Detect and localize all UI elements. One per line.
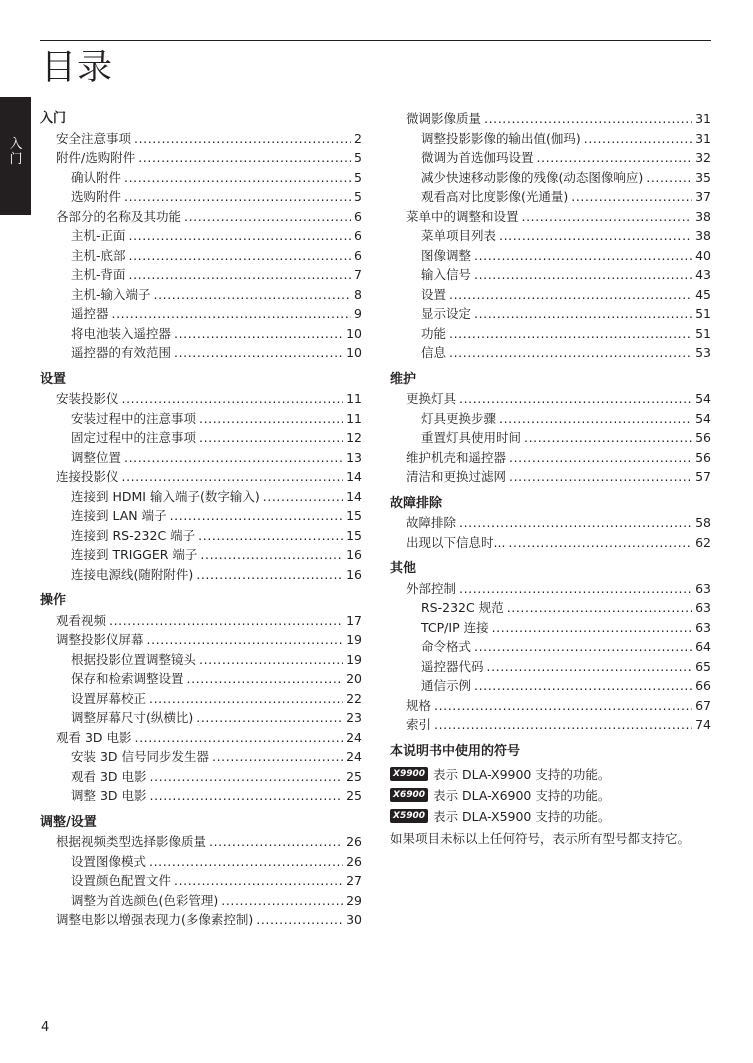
dot-leader <box>129 226 352 246</box>
toc-entry[interactable] <box>390 265 711 285</box>
toc-section <box>40 813 362 930</box>
legend-item-text: 表示 DLA-X9900 支持的功能。 <box>433 766 611 782</box>
toc-entry-page: 53 <box>695 345 711 360</box>
dot-leader <box>509 467 692 487</box>
dot-leader <box>187 669 344 689</box>
toc-entry-label: 连接到 LAN 端子 <box>71 508 167 523</box>
legend-item <box>390 764 711 785</box>
toc-entry[interactable] <box>390 389 711 409</box>
toc-entry-page: 43 <box>695 267 711 282</box>
toc-entry-page: 25 <box>346 768 362 784</box>
toc-entry-page: 37 <box>695 189 711 204</box>
dot-leader <box>474 637 692 657</box>
toc-entry[interactable] <box>40 207 362 227</box>
toc-entry-page: 32 <box>695 150 711 165</box>
top-rule <box>40 40 711 41</box>
toc-entry[interactable] <box>390 148 711 168</box>
toc-entry[interactable] <box>390 715 711 735</box>
dot-leader <box>170 506 343 526</box>
toc-entry-page: 30 <box>346 912 362 927</box>
dot-leader <box>124 168 351 188</box>
toc-entry-page: 56 <box>695 430 711 445</box>
toc-entry-page: 5 <box>354 169 362 185</box>
toc-entry[interactable] <box>390 409 711 429</box>
toc-entry[interactable] <box>390 467 711 487</box>
toc-section <box>390 109 711 363</box>
legend-title: 本说明书中使用的符号 <box>390 743 521 759</box>
toc-section <box>390 370 711 487</box>
toc-entry[interactable] <box>40 767 362 787</box>
dot-leader <box>124 187 351 207</box>
toc-entry-label: 将电池装入遥控器 <box>71 325 172 341</box>
model-badge: X6900 <box>390 788 428 802</box>
toc-entry[interactable] <box>40 630 362 650</box>
toc-entry-label: 索引 <box>406 717 432 732</box>
toc-entry[interactable] <box>40 747 362 767</box>
toc-entry-page: 31 <box>695 130 711 146</box>
toc-entry[interactable] <box>40 506 362 526</box>
toc-entry[interactable] <box>40 565 362 585</box>
toc-entry-page: 11 <box>346 410 362 426</box>
toc-entry-label: 各部分的名称及其功能 <box>56 208 182 224</box>
toc-entry[interactable] <box>390 168 711 188</box>
dot-leader <box>484 109 692 129</box>
toc-entry-label: 调整为首选颜色(色彩管理) <box>71 892 219 908</box>
toc-entry[interactable] <box>40 545 362 565</box>
toc-entry-label: 观看 3D 电影 <box>56 729 132 745</box>
toc-entry-label: 设置图像模式 <box>71 853 147 869</box>
toc-entry-page: 27 <box>346 873 362 888</box>
legend-item-text: 表示 DLA-X5900 支持的功能。 <box>433 808 611 824</box>
toc-entry[interactable] <box>40 871 362 891</box>
toc-entry-page: 22 <box>346 690 362 706</box>
legend-item <box>390 785 711 806</box>
model-badge: X5900 <box>390 809 428 823</box>
toc-entry[interactable] <box>390 637 711 657</box>
toc-entry-label: 固定过程中的注意事项 <box>71 430 197 445</box>
section-title: 操作 <box>40 593 67 608</box>
dot-leader <box>474 676 692 696</box>
dot-leader <box>434 715 692 735</box>
dot-leader <box>459 579 692 599</box>
toc-entry[interactable] <box>40 728 362 748</box>
toc-entry-label: TCP/IP 连接 <box>421 619 489 635</box>
toc-entry[interactable] <box>390 246 711 266</box>
dot-leader <box>434 696 692 716</box>
toc-entry-page: 10 <box>346 325 362 341</box>
toc-entry-page: 31 <box>695 111 711 126</box>
dot-leader <box>122 389 344 409</box>
dot-leader <box>196 708 343 728</box>
dot-leader <box>174 324 343 344</box>
toc-entry[interactable] <box>40 852 362 872</box>
toc-entry[interactable] <box>390 448 711 468</box>
toc-entry[interactable] <box>390 109 711 129</box>
toc-entry-label: 保存和检索调整设置 <box>71 671 184 686</box>
toc-entry[interactable] <box>40 246 362 266</box>
toc-section <box>390 494 711 553</box>
toc-entry-label: 连接投影仪 <box>56 469 119 484</box>
toc-entry-label: 减少快速移动影像的残像(动态图像响应) <box>421 169 644 185</box>
dot-leader <box>174 871 343 891</box>
toc-entry-page: 14 <box>346 469 362 484</box>
dot-leader <box>474 304 692 324</box>
model-badge: X9900 <box>390 767 428 781</box>
legend-item <box>390 806 711 827</box>
dot-leader <box>256 910 343 930</box>
toc-entry[interactable] <box>390 598 711 618</box>
toc-entry-page: 56 <box>695 449 711 465</box>
toc-entry-page: 5 <box>354 150 362 165</box>
toc-entry-page: 38 <box>695 228 711 243</box>
toc-entry-label: 安全注意事项 <box>56 130 132 146</box>
toc-entry-page: 6 <box>354 208 362 224</box>
dot-leader <box>459 513 692 533</box>
toc-entry-label: 遥控器代码 <box>421 658 484 674</box>
dot-leader <box>154 285 352 305</box>
toc-entry-label: 设置屏幕校正 <box>71 690 147 706</box>
toc-entry[interactable] <box>390 187 711 207</box>
toc-entry[interactable] <box>390 579 711 599</box>
toc-entry[interactable] <box>40 708 362 728</box>
toc-entry-page: 63 <box>695 600 711 615</box>
toc-entry-label: 调整投影影像的输出值(伽玛) <box>421 130 581 146</box>
toc-entry[interactable] <box>40 650 362 670</box>
toc-entry-label: 连接电源线(随附附件) <box>71 566 194 582</box>
dot-leader <box>212 747 343 767</box>
toc-entry-page: 58 <box>695 515 711 530</box>
toc-entry-label: 主机-正面 <box>71 228 126 243</box>
toc-entry-label: 通信示例 <box>421 678 472 693</box>
toc-entry-label: 主机-底部 <box>71 247 126 263</box>
toc-entry-page: 62 <box>695 534 711 550</box>
dot-leader <box>124 448 343 468</box>
toc-entry-page: 29 <box>346 892 362 908</box>
toc-entry-label: 遥控器的有效范围 <box>71 345 172 360</box>
toc-entry-page: 24 <box>346 749 362 764</box>
toc-entry-label: 安装 3D 信号同步发生器 <box>71 749 210 764</box>
dot-leader <box>174 343 343 363</box>
dot-leader <box>474 246 692 266</box>
toc-entry-label: 出现以下信息时... <box>406 534 506 550</box>
toc-entry-page: 2 <box>354 130 362 146</box>
toc-entry-label: 观看高对比度影像(光通量) <box>421 189 569 204</box>
toc-entry[interactable] <box>390 129 711 149</box>
toc-entry-page: 51 <box>695 306 711 321</box>
dot-leader <box>150 767 344 787</box>
toc-entry[interactable] <box>40 187 362 207</box>
dot-leader <box>509 448 692 468</box>
toc-entry-page: 16 <box>346 547 362 562</box>
toc-entry-label: 图像调整 <box>421 247 472 263</box>
dot-leader <box>522 207 693 227</box>
dot-leader <box>474 265 692 285</box>
dot-leader <box>499 226 692 246</box>
dot-leader <box>449 343 692 363</box>
dot-leader <box>112 304 352 324</box>
section-title: 设置 <box>40 371 67 387</box>
toc-entry[interactable] <box>40 409 362 429</box>
toc-entry[interactable] <box>390 618 711 638</box>
toc-entry[interactable] <box>40 285 362 305</box>
toc-entry[interactable] <box>390 285 711 305</box>
toc-entry-page: 23 <box>346 710 362 725</box>
section-title: 入门 <box>40 111 67 126</box>
toc-entry[interactable] <box>390 533 711 553</box>
toc-entry-label: 调整投影仪屏幕 <box>56 632 144 647</box>
dot-leader <box>147 630 344 650</box>
legend-note: 如果项目未标以上任何符号，表示所有型号都支持它。 <box>390 830 691 846</box>
toc-entry-label: 设置 <box>421 286 447 302</box>
dot-leader <box>571 187 692 207</box>
toc-entry-label: 连接到 HDMI 输入端子(数字输入) <box>71 488 260 504</box>
toc-entry-label: 显示设定 <box>421 306 472 321</box>
toc-left-column <box>40 109 362 937</box>
toc-entry-label: 遥控器 <box>71 306 109 321</box>
toc-entry[interactable] <box>40 226 362 246</box>
toc-entry-label: 根据投影位置调整镜头 <box>71 651 197 667</box>
toc-entry[interactable] <box>40 467 362 487</box>
toc-entry[interactable] <box>40 689 362 709</box>
toc-entry-label: 选购附件 <box>71 189 122 204</box>
toc-entry-label: 连接到 RS-232C 端子 <box>71 527 196 543</box>
toc-entry-page: 24 <box>346 729 362 745</box>
toc-entry-label: 安装投影仪 <box>56 391 119 406</box>
section-title: 其他 <box>390 561 417 576</box>
toc-section <box>40 109 362 363</box>
toc-entry[interactable] <box>390 676 711 696</box>
toc-entry-page: 45 <box>695 286 711 302</box>
toc-entry-page: 40 <box>695 247 711 263</box>
toc-entry-page: 14 <box>346 488 362 504</box>
toc-entry-page: 6 <box>354 228 362 243</box>
toc-entry-page: 19 <box>346 632 362 647</box>
toc-entry-label: 调整 3D 电影 <box>71 788 147 803</box>
toc-entry[interactable] <box>40 611 362 631</box>
toc-entry[interactable] <box>40 265 362 285</box>
toc-entry-page: 5 <box>354 189 362 204</box>
dot-leader <box>200 545 343 565</box>
toc-entry[interactable] <box>40 428 362 448</box>
toc-entry[interactable] <box>40 304 362 324</box>
toc-entry-page: 26 <box>346 853 362 869</box>
toc-entry-page: 15 <box>346 508 362 523</box>
dot-leader <box>584 129 692 149</box>
dot-leader <box>646 168 692 188</box>
toc-entry-page: 63 <box>695 580 711 596</box>
toc-entry-label: 调整位置 <box>71 449 122 465</box>
dot-leader <box>199 409 343 429</box>
toc-entry[interactable] <box>390 207 711 227</box>
toc-entry-page: 7 <box>354 267 362 282</box>
toc-section <box>40 591 362 806</box>
toc-entry-label: 输入信号 <box>421 267 472 282</box>
legend-item-text: 表示 DLA-X6900 支持的功能。 <box>433 787 611 803</box>
toc-entry-page: 6 <box>354 247 362 263</box>
dot-leader <box>149 852 343 872</box>
toc-entry-label: 观看视频 <box>56 612 107 628</box>
toc-entry-page: 54 <box>695 391 711 406</box>
toc-entry-label: 设置颜色配置文件 <box>71 873 172 888</box>
toc-entry-page: 25 <box>346 788 362 803</box>
toc-entry-label: 命令格式 <box>421 639 472 654</box>
toc-entry[interactable] <box>390 513 711 533</box>
toc-entry-page: 13 <box>346 449 362 465</box>
dot-leader <box>199 428 343 448</box>
toc-entry-page: 67 <box>695 697 711 713</box>
toc-entry-page: 66 <box>695 678 711 693</box>
dot-leader <box>198 526 343 546</box>
dot-leader <box>209 832 343 852</box>
toc-entry-label: 附件/选购附件 <box>56 150 136 165</box>
toc-entry-page: 15 <box>346 527 362 543</box>
toc-entry[interactable] <box>40 343 362 363</box>
toc-entry[interactable] <box>40 129 362 149</box>
toc-entry-page: 20 <box>346 671 362 686</box>
toc-entry-label: 根据视频类型选择影像质量 <box>56 834 207 849</box>
toc-entry[interactable] <box>40 389 362 409</box>
side-tab <box>0 97 31 215</box>
toc-entry-label: 安装过程中的注意事项 <box>71 410 197 426</box>
toc-entry-page: 9 <box>354 306 362 321</box>
toc-entry-label: 规格 <box>406 697 432 713</box>
toc-entry-page: 74 <box>695 717 711 732</box>
toc-entry[interactable] <box>40 148 362 168</box>
toc-entry[interactable] <box>390 304 711 324</box>
toc-entry-label: 微调为首选伽玛设置 <box>421 150 534 165</box>
toc-entry[interactable] <box>40 324 362 344</box>
toc-entry-page: 38 <box>695 208 711 224</box>
dot-leader <box>184 207 351 227</box>
toc-entry[interactable] <box>390 657 711 677</box>
toc-section <box>390 559 711 735</box>
toc-entry[interactable] <box>390 696 711 716</box>
dot-leader <box>129 265 352 285</box>
dot-leader <box>150 786 344 806</box>
toc-entry-page: 51 <box>695 325 711 341</box>
toc-entry-page: 65 <box>695 658 711 674</box>
dot-leader <box>449 285 692 305</box>
side-tab-label: 入门 <box>9 137 23 167</box>
toc-entry[interactable] <box>40 910 362 930</box>
toc-entry-page: 17 <box>346 612 362 628</box>
toc-right-column <box>390 109 711 848</box>
dot-leader <box>508 533 692 553</box>
toc-entry-page: 57 <box>695 469 711 484</box>
toc-entry-label: 菜单项目列表 <box>421 228 497 243</box>
toc-entry[interactable] <box>40 786 362 806</box>
dot-leader <box>524 428 692 448</box>
toc-entry-label: 观看 3D 电影 <box>71 768 147 784</box>
dot-leader <box>149 689 343 709</box>
dot-leader <box>499 409 692 429</box>
toc-entry-label: 主机-背面 <box>71 267 126 282</box>
dot-leader <box>263 487 343 507</box>
dot-leader <box>134 129 351 149</box>
toc-entry[interactable] <box>40 669 362 689</box>
toc-entry-label: 微调影像质量 <box>406 111 482 126</box>
dot-leader <box>459 389 692 409</box>
toc-entry-label: 菜单中的调整和设置 <box>406 208 519 224</box>
symbol-legend <box>390 742 711 848</box>
section-title: 维护 <box>390 371 417 387</box>
toc-entry[interactable] <box>390 226 711 246</box>
dot-leader <box>135 728 344 748</box>
dot-leader <box>196 565 343 585</box>
toc-entry-label: 灯具更换步骤 <box>421 410 497 426</box>
toc-entry-label: 外部控制 <box>406 580 457 596</box>
toc-entry-page: 64 <box>695 639 711 654</box>
toc-section <box>40 370 362 585</box>
dot-leader <box>449 324 692 344</box>
toc-entry-page: 11 <box>346 391 362 406</box>
toc-entry[interactable] <box>390 343 711 363</box>
toc-entry-label: 调整电影以增强表现力(多像素控制) <box>56 912 254 927</box>
page-title: 目录 <box>41 48 114 88</box>
toc-entry-label: 清洁和更换过滤网 <box>406 469 507 484</box>
toc-entry-label: RS-232C 规范 <box>421 600 504 615</box>
dot-leader <box>109 611 343 631</box>
toc-entry-label: 重置灯具使用时间 <box>421 430 522 445</box>
dot-leader <box>537 148 693 168</box>
dot-leader <box>122 467 344 487</box>
dot-leader <box>487 657 693 677</box>
toc-entry-page: 16 <box>346 566 362 582</box>
toc-entry-label: 调整屏幕尺寸(纵横比) <box>71 710 194 725</box>
dot-leader <box>199 650 343 670</box>
toc-entry-label: 确认附件 <box>71 169 122 185</box>
toc-entry-label: 功能 <box>421 325 447 341</box>
toc-right-sections <box>390 109 711 735</box>
toc-entry[interactable] <box>390 324 711 344</box>
legend-items <box>390 764 711 827</box>
toc-entry[interactable] <box>390 428 711 448</box>
toc-entry-label: 故障排除 <box>406 515 457 530</box>
dot-leader <box>221 891 343 911</box>
toc-entry-page: 10 <box>346 345 362 360</box>
toc-entry-page: 26 <box>346 834 362 849</box>
dot-leader <box>492 618 693 638</box>
toc-entry-label: 信息 <box>421 345 447 360</box>
toc-entry-label: 维护机壳和遥控器 <box>406 449 507 465</box>
toc-entry-page: 8 <box>354 286 362 302</box>
dot-leader <box>138 148 351 168</box>
dot-leader <box>129 246 352 266</box>
toc-entry-page: 54 <box>695 410 711 426</box>
toc-entry[interactable] <box>40 891 362 911</box>
page-number: 4 <box>41 1020 50 1035</box>
toc-entry-label: 连接到 TRIGGER 端子 <box>71 547 198 562</box>
toc-entry-label: 主机-输入端子 <box>71 286 151 302</box>
toc-entry[interactable] <box>40 168 362 188</box>
section-title: 故障排除 <box>390 495 443 511</box>
section-title: 调整/设置 <box>40 814 97 830</box>
toc-entry-page: 19 <box>346 651 362 667</box>
toc-entry-page: 12 <box>346 430 362 445</box>
toc-entry[interactable] <box>40 832 362 852</box>
toc-entry-label: 更换灯具 <box>406 391 457 406</box>
toc-entry[interactable] <box>40 487 362 507</box>
toc-entry[interactable] <box>40 526 362 546</box>
toc-entry-page: 35 <box>695 169 711 185</box>
toc-entry[interactable] <box>40 448 362 468</box>
toc-entry-page: 63 <box>695 619 711 635</box>
dot-leader <box>507 598 692 618</box>
